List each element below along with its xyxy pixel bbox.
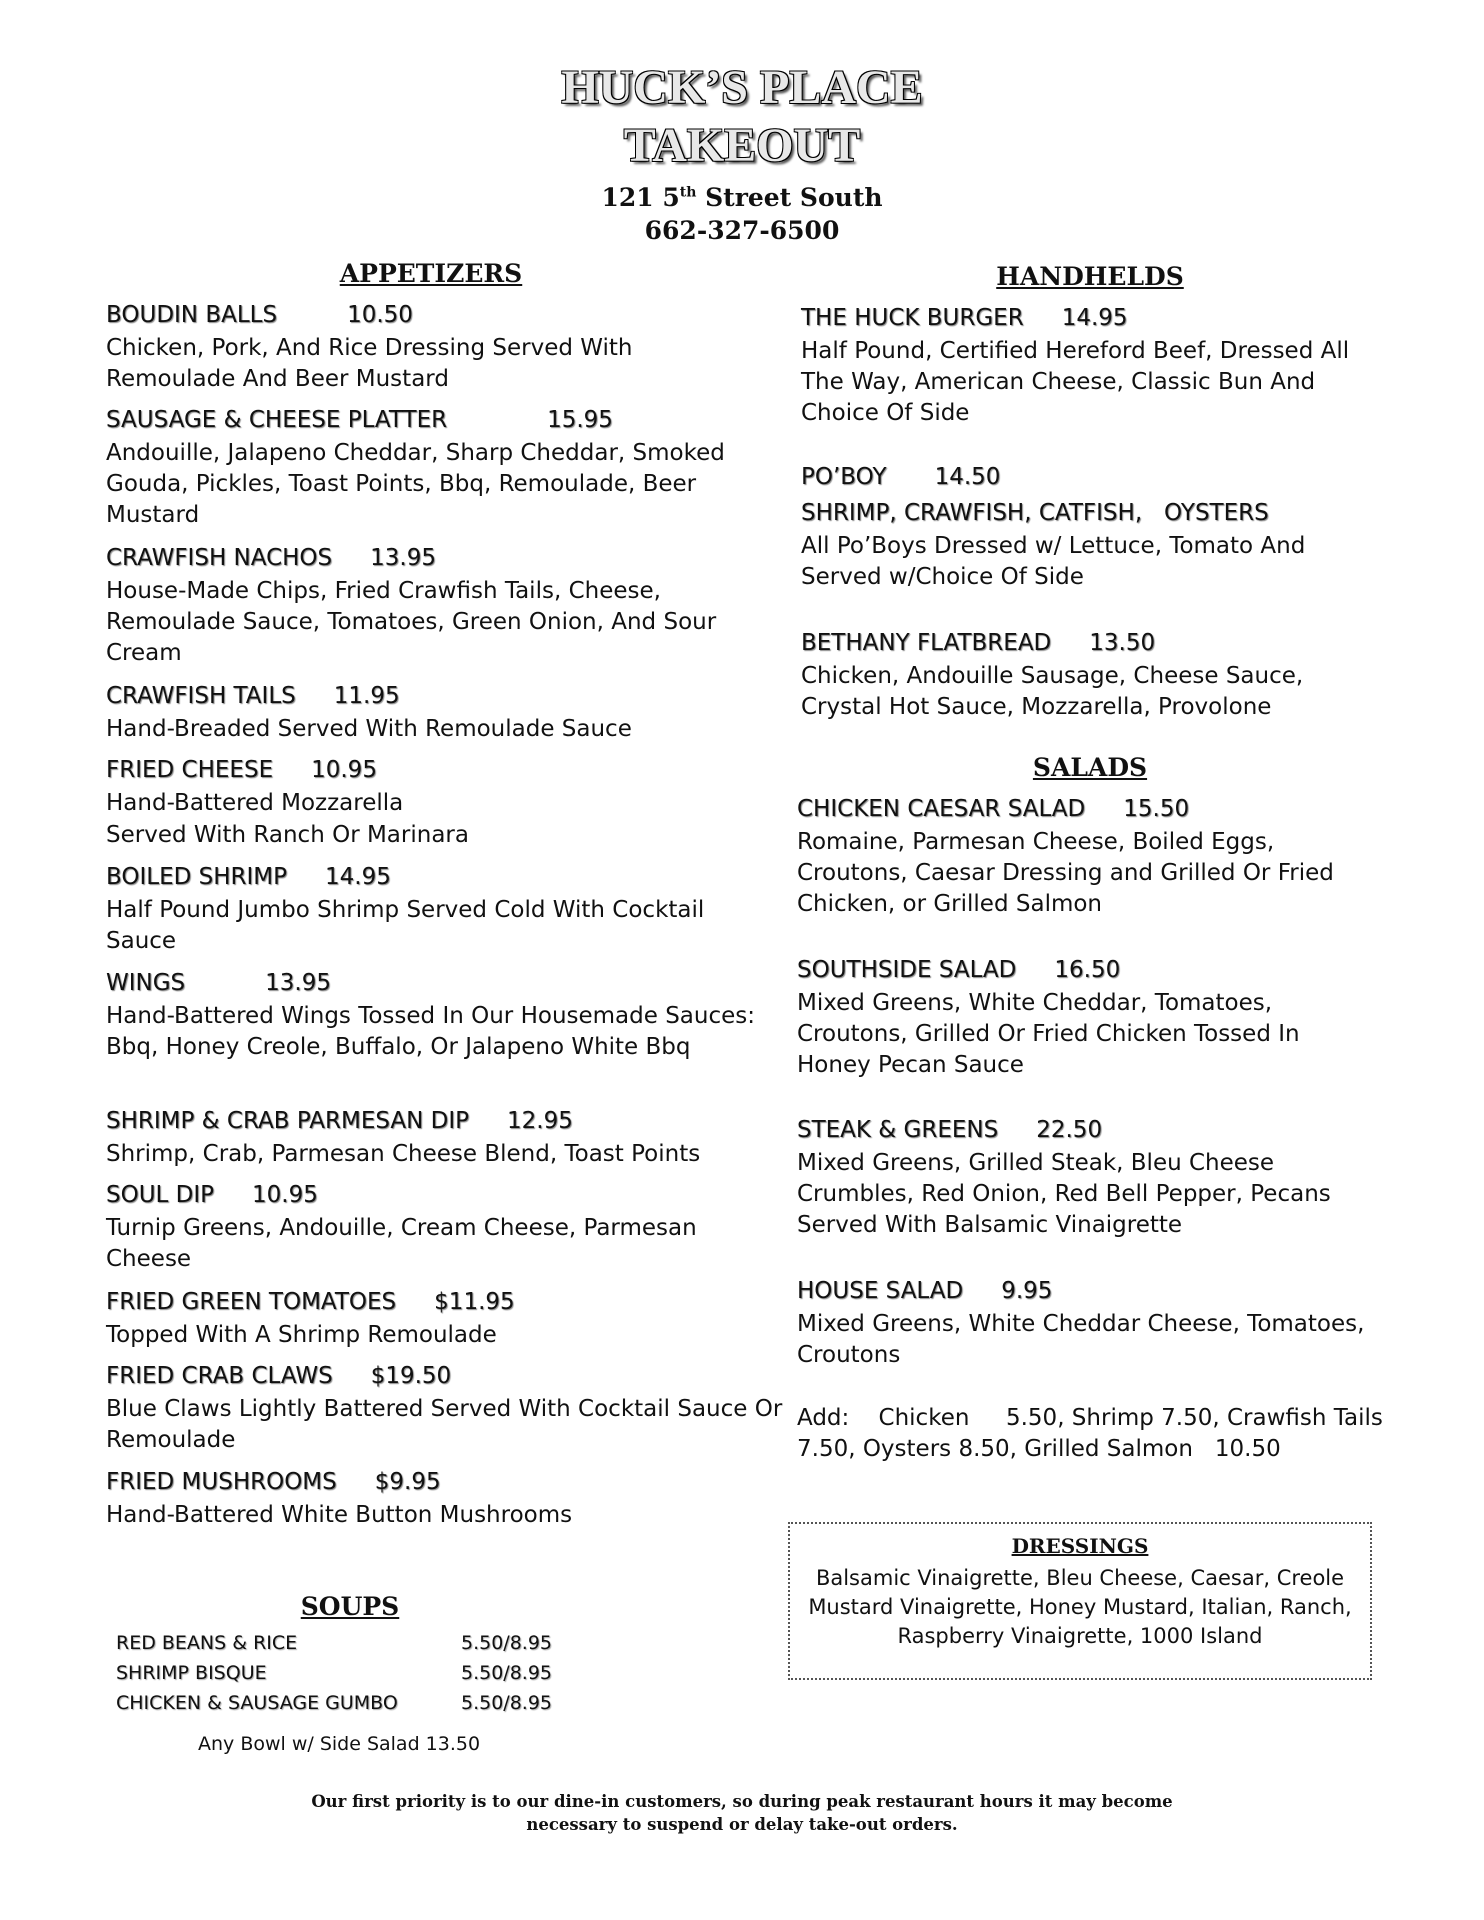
menu-item-title: BOUDIN BALLS 10.50 [106,302,413,328]
soup-note: Any Bowl w/ Side Salad 13.50 [198,1733,481,1755]
menu-item-desc: Mixed Greens, White Cheddar Cheese, Tomatoes, Croutons [797,1311,1365,1368]
menu-item-title: SOUTHSIDE SALAD 16.50 [797,957,1121,983]
menu-item-title: WINGS 13.95 [106,970,332,996]
menu-item-desc: Hand-Battered White Button Mushrooms [106,1502,573,1528]
phone-number: 662-327-6500 [644,216,840,245]
dressings-box [788,1522,1372,1680]
menu-item-subtitle: SHRIMP, CRAWFISH, CATFISH, OYSTERS [801,500,1269,526]
handhelds-heading: HANDHELDS [996,262,1184,291]
menu-item-desc: Shrimp, Crab, Parmesan Cheese Blend, Toast Points [106,1141,701,1167]
salad-add-ons: Add: Chicken 5.50, Shrimp 7.50, Crawfish Tails 7.50, Oysters 8.50, Grilled Salmon 10.50 [797,1405,1391,1462]
appetizers-heading: APPETIZERS [339,259,523,288]
menu-item-desc: Half Pound Jumbo Shrimp Served Cold With Cocktail Sauce [106,897,705,954]
restaurant-name: HUCK’S PLACE [561,61,923,114]
soup-row: CHICKEN & SAUSAGE GUMBO 5.50/8.95 [116,1692,553,1714]
menu-item-title: PO’BOY 14.50 [801,464,1001,490]
menu-item-title: CRAWFISH NACHOS 13.95 [106,545,436,571]
menu-item-title: FRIED CRAB CLAWS $19.50 [106,1363,452,1389]
menu-item-desc: Romaine, Parmesan Cheese, Boiled Eggs, Croutons, Caesar Dressing and Grilled Or Fried Chicken, or Grilled Salmon [797,829,1334,917]
menu-item-title: SOUL DIP 10.95 [106,1182,318,1208]
menu-item-desc: Hand-Battered Wings Tossed In Our Housemade Sauces: Bbq, Honey Creole, Buffalo, Or Jalapeno White Bbq [106,1003,756,1060]
footer-note-line2: necessary to suspend or delay take-out orders. [526,1815,958,1834]
menu-item-desc: Blue Claws Lightly Battered Served With Cocktail Sauce Or Remoulade [106,1396,783,1453]
menu-item-desc: Andouille, Jalapeno Cheddar, Sharp Cheddar, Smoked Gouda, Pickles, Toast Points, Bbq, Remoulade, Beer Mustard [106,440,725,528]
menu-item-desc: Served With Ranch Or Marinara [106,822,469,848]
menu-item-title: CRAWFISH TAILS 11.95 [106,683,400,709]
footer-note-line1: Our first priority is to our dine-in customers, so during peak restaurant hours it may become [311,1792,1173,1811]
menu-item-title: SAUSAGE & CHEESE PLATTER 15.95 [106,407,613,433]
salads-heading: SALADS [1032,753,1148,782]
menu-item-desc: House-Made Chips, Fried Crawfish Tails, Cheese, Remoulade Sauce, Tomatoes, Green Onion, And Sour Cream [106,578,717,666]
menu-item-title: FRIED MUSHROOMS $9.95 [106,1469,441,1495]
menu-item-title: THE HUCK BURGER 14.95 [801,305,1128,331]
menu-item-desc: Turnip Greens, Andouille, Cream Cheese, Parmesan Cheese [106,1215,697,1272]
soups-heading: SOUPS [300,1592,400,1621]
menu-item-title: SHRIMP & CRAB PARMESAN DIP 12.95 [106,1108,573,1134]
takeout-title: TAKEOUT [623,119,861,172]
menu-item-desc: Chicken, Pork, And Rice Dressing Served With Remoulade And Beer Mustard [106,335,633,392]
menu-item-title: HOUSE SALAD 9.95 [797,1278,1053,1304]
menu-item-desc: Half Pound, Certified Hereford Beef, Dressed All The Way, American Cheese, Classic Bun And Choice Of Side [801,338,1350,426]
soup-row: RED BEANS & RICE 5.50/8.95 [116,1632,553,1654]
menu-item-title: FRIED GREEN TOMATOES $11.95 [106,1289,515,1315]
soup-row: SHRIMP BISQUE 5.50/8.95 [116,1662,553,1684]
dressings-list: Balsamic Vinaigrette, Bleu Cheese, Caesar, Creole Mustard Vinaigrette, Honey Mustard, Italian, Ranch, Raspberry Vinaigrette, 1000 Island [808,1566,1352,1648]
address: 121 5th Street South [601,183,883,212]
menu-item-desc: Topped With A Shrimp Remoulade [106,1322,497,1348]
menu-item-title: STEAK & GREENS 22.50 [797,1117,1103,1143]
menu-item-title: CHICKEN CAESAR SALAD 15.50 [797,796,1190,822]
menu-item-title: FRIED CHEESE 10.95 [106,757,377,783]
menu-item-desc: Mixed Greens, Grilled Steak, Bleu Cheese Crumbles, Red Onion, Red Bell Pepper, Pecans Served With Balsamic Vinaigrette [797,1150,1331,1238]
dressings-heading: DRESSINGS [1011,1534,1149,1558]
menu-item-desc: Chicken, Andouille Sausage, Cheese Sauce, Crystal Hot Sauce, Mozzarella, Provolone [801,663,1304,720]
menu-item-title: BOILED SHRIMP 14.95 [106,864,391,890]
menu-item-desc: All Po’Boys Dressed w/ Lettuce, Tomato And Served w/Choice Of Side [801,533,1306,590]
menu-item-desc: Mixed Greens, White Cheddar, Tomatoes, Croutons, Grilled Or Fried Chicken Tossed In Honey Pecan Sauce [797,990,1300,1078]
menu-item-title: BETHANY FLATBREAD 13.50 [801,630,1156,656]
menu-item-desc: Hand-Battered Mozzarella [106,790,404,816]
menu-item-desc: Hand-Breaded Served With Remoulade Sauce [106,716,632,742]
